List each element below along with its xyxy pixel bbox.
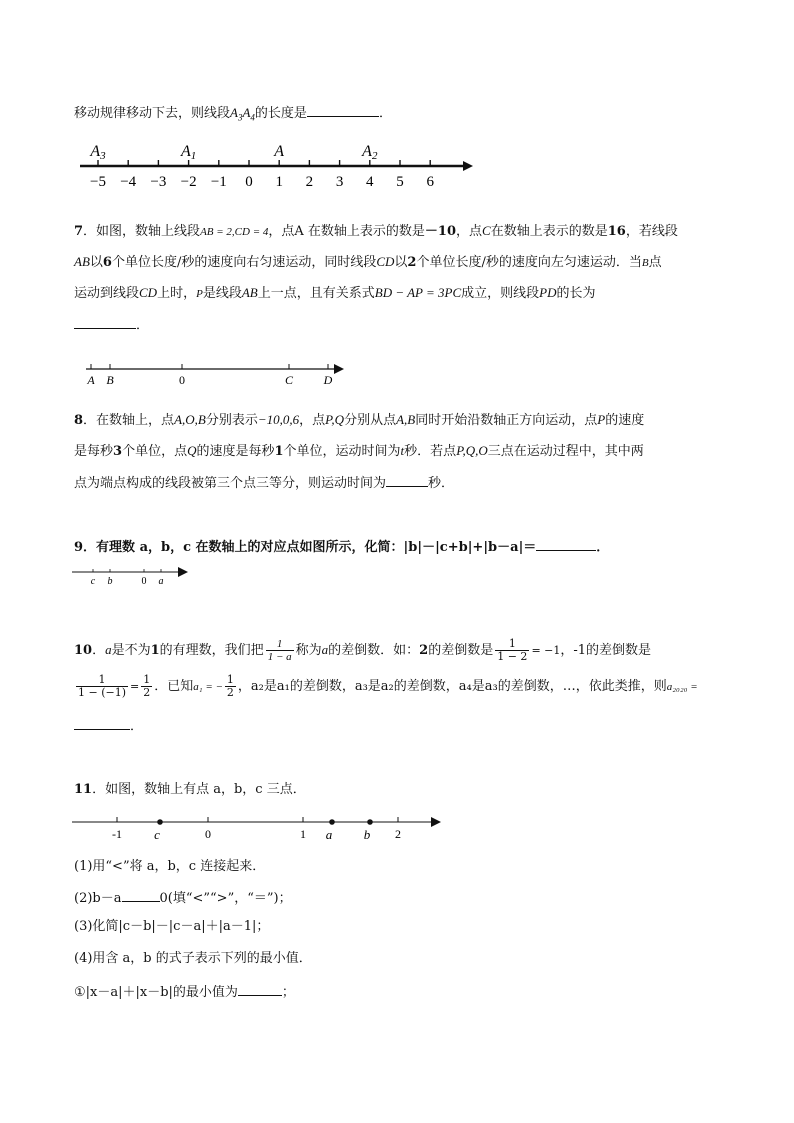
p10-l2b: ，a₂是a₁的差倒数，a₃是a₂的差倒数，a₄是a₃的差倒数，…，依此类推，则	[237, 679, 667, 694]
p7-l2c: 以	[394, 255, 408, 270]
p7-speed2: 2	[407, 255, 417, 270]
p11-point-label: c	[154, 827, 160, 842]
p7-l1b: ，点A 在数轴上表示的数是	[268, 224, 425, 239]
p6-tick-label: 2	[305, 174, 314, 190]
p9-line	[74, 537, 609, 557]
p7-relation: BD − AP = 3PC	[374, 285, 462, 300]
p10-line1	[74, 636, 651, 664]
p7-l1d: 在数轴上表示的数是	[490, 224, 608, 239]
p7-l3c: 是线段	[202, 286, 242, 301]
p11-q2b: 0(填“<”“>”，“＝”)；	[159, 891, 292, 906]
p11-point-dot	[329, 819, 335, 825]
p11-q2	[74, 888, 292, 908]
p7-l2e: 点	[648, 255, 662, 270]
p10-f3-res: =	[130, 680, 140, 693]
p9-axis-arrow	[178, 567, 188, 577]
p10-frac4-num: 1	[226, 673, 234, 686]
p6-tick-label: 6	[426, 174, 434, 190]
p7-c-pt: C	[482, 223, 491, 238]
p7-number: 7	[74, 224, 84, 239]
p10-l1g: ，-1的差倒数是	[560, 643, 652, 658]
p11-tick-label: 0	[205, 827, 211, 841]
p10-a: a	[105, 642, 112, 657]
p11-q4: (4)用含 a，b 的式子表示下列的最小值．	[74, 951, 312, 966]
p7-l1c: ，点	[456, 224, 483, 239]
p6-tick-label: 1	[275, 174, 283, 190]
p11-point-dot	[367, 819, 373, 825]
p7-l3a: 运动到线段	[74, 286, 140, 301]
p11-q4-1	[74, 982, 295, 1002]
seg-a3-letter: A	[230, 105, 238, 120]
seg-a4-sub: 4	[250, 112, 255, 123]
p6-axis-arrow	[463, 161, 473, 171]
p8-one: 1	[274, 444, 284, 459]
p11-q41a: ①|x－a|＋|x－b|的最小值为	[74, 985, 238, 1000]
p9-period: ．	[596, 540, 610, 555]
p9-answer-blank[interactable]	[536, 537, 596, 551]
p8-answer-blank[interactable]	[386, 473, 428, 487]
p10-line2	[74, 672, 698, 702]
p6-tick-label: 0	[245, 174, 253, 190]
p8-l1d: 分别从点	[344, 413, 397, 428]
p6-point-sub: 1	[190, 150, 197, 162]
p7-line4: ．	[74, 315, 149, 335]
p7-seg-ab: AB	[74, 254, 90, 269]
p8-l2d: 个单位，运动时间为	[283, 444, 401, 459]
p8-l2c: 的速度是每秒	[196, 444, 275, 459]
p6-tick-label: 4	[366, 174, 374, 190]
p8-vals: −10,0,6	[257, 412, 300, 427]
p10-f2-res: = −1	[531, 644, 561, 657]
p6-point-label: A2	[362, 143, 378, 162]
p10-l1f: 的差倒数是	[428, 643, 494, 658]
p11-q41b: ；	[281, 985, 295, 1000]
p7-l1e: ，若线段	[625, 224, 678, 239]
p6-tick-label: 5	[396, 174, 404, 190]
p6-point-sub: 3	[100, 150, 106, 162]
p7-l3e: 成立，则线段	[461, 286, 540, 301]
p11-axis-arrow	[431, 817, 441, 827]
p7-axis-label: B	[106, 373, 114, 387]
p10-period: ．	[130, 719, 144, 734]
p8-l1e: 同时开始沿数轴正方向运动，点	[415, 413, 598, 428]
p8-line2	[74, 442, 644, 461]
p8-q: Q	[187, 443, 197, 458]
p6-tick-label: −1	[210, 174, 227, 190]
p11-point-label: a	[325, 827, 333, 842]
p8-l1b: 分别表示	[205, 413, 258, 428]
p9-text: ．有理数 a，b，c 在数轴上的对应点如图所示，化简：|b|－|c+b|+|b－a|＝	[83, 540, 537, 555]
p8-pqo: P,Q,O	[456, 443, 488, 458]
p6-point-label: A1	[180, 143, 197, 162]
p8-t: t	[400, 443, 405, 458]
p7-axis-arrow	[334, 364, 344, 374]
p10-frac1-num: 1	[266, 638, 294, 651]
p10-answer-blank[interactable]	[74, 716, 130, 730]
p7-l3f: 的长为	[556, 286, 596, 301]
p8-pq: P,Q	[325, 412, 345, 427]
p7-l2d: 个单位长度/秒的速度向左匀速运动．当	[416, 255, 642, 270]
p6-tail-end: 的长度是	[254, 106, 307, 121]
p8-line3	[74, 473, 454, 493]
p6-tick-label: −2	[180, 174, 197, 190]
p11-q2-blank[interactable]	[122, 888, 160, 902]
p9-axis-label: c	[90, 576, 96, 587]
p8-l1f: 的速度	[605, 413, 645, 428]
p10-a1eq: a₁ = −	[193, 681, 223, 693]
p10-frac3	[76, 674, 128, 699]
p8-l2a: 是每秒	[74, 444, 114, 459]
p7-line1	[74, 222, 678, 241]
p7-val-a: －10	[424, 224, 457, 239]
p7-cond: AB = 2,CD = 4	[200, 226, 269, 238]
p7-l2a: 以	[89, 255, 103, 270]
seg-a3	[230, 105, 255, 123]
p11-intro-text: ．如图，数轴上有点 a，b，c 三点．	[92, 782, 306, 797]
p8-pts: A,O,B	[174, 412, 206, 427]
p10-frac4-den: 2	[226, 686, 234, 699]
seg-a3-sub: 3	[237, 112, 243, 123]
p6-period: ．	[378, 106, 392, 121]
p8-number: 8	[74, 413, 84, 428]
p10-one: 1	[150, 643, 160, 658]
p7-l3-seg3: PD	[539, 285, 557, 300]
p10-number: 10	[74, 643, 93, 658]
p6-tail-text: 移动规律移动下去，则线段	[74, 106, 231, 121]
p9-axis-label: b	[107, 576, 113, 587]
p11-number: 11	[74, 782, 93, 797]
p10-frac3b	[141, 674, 152, 699]
p6-number-line	[80, 140, 480, 195]
p6-tick-label: −3	[150, 174, 167, 190]
p10-a2020: a₂₀₂₀ =	[666, 681, 698, 693]
p9-axis-label: a	[158, 576, 164, 587]
p6-point-sub: 2	[371, 150, 378, 162]
p8-ab: A,B	[396, 412, 416, 427]
p11-point-label: b	[363, 827, 371, 842]
p10-frac4	[225, 674, 236, 699]
p11-tick-label: 2	[395, 827, 401, 841]
p8-p: P	[597, 412, 606, 427]
p7-l3d: 上一点，且有关系式	[257, 286, 375, 301]
p11-intro	[74, 781, 306, 799]
p10-frac3-den: 1 − (−1)	[78, 686, 127, 699]
p6-tick-label: −4	[120, 174, 137, 190]
p7-number-line	[86, 360, 356, 390]
p8-l2e: 秒．若点	[404, 444, 457, 459]
p6-tick-label: 3	[335, 174, 344, 190]
p9-axis-label: 0	[141, 576, 147, 587]
p11-tick-label: -1	[112, 827, 122, 841]
p7-l3-seg: CD	[139, 285, 158, 300]
p10-frac3b-num: 1	[143, 673, 151, 686]
p6-tail-line	[74, 103, 392, 127]
p10-frac2-den: 1 − 2	[497, 650, 528, 663]
p7-answer-blank[interactable]	[74, 315, 136, 329]
p11-number-line	[72, 812, 452, 842]
p10-frac1-den: 1 − a	[267, 651, 292, 663]
p7-axis-label: A	[87, 373, 95, 387]
p9-number-line	[72, 566, 192, 590]
p11-q2a: (2)b－a	[74, 891, 122, 906]
p6-tick-label: −5	[90, 174, 106, 190]
p10-frac3b-den: 2	[143, 686, 151, 699]
p7-axis-label: C	[284, 373, 294, 387]
p7-l3-seg2: AB	[241, 285, 258, 300]
p7-line3	[74, 284, 596, 303]
p7-l3b: 上时，	[157, 286, 197, 301]
p7-line2	[74, 253, 662, 272]
p11-q1: (1)用“<”将 a，b，c 连接起来．	[74, 859, 266, 874]
p10-l1b: 是不为	[111, 643, 151, 658]
p7-b-pt: B	[641, 257, 649, 269]
p11-q4-1-blank[interactable]	[238, 982, 282, 996]
p8-l1a: ．在数轴上，点	[83, 413, 175, 428]
p8-l1c: ，点	[299, 413, 326, 428]
p8-l3a: 点为端点构成的线段被第三个点三等分，则运动时间为	[74, 476, 387, 491]
p8-three: 3	[113, 444, 123, 459]
p10-a2: a	[321, 642, 329, 657]
p6-point-label: A3	[90, 143, 106, 162]
p10-line3	[74, 716, 143, 736]
p7-speed1: 6	[102, 255, 112, 270]
p11-point-dot	[157, 819, 163, 825]
p7-l2b: 个单位长度/秒的速度向右匀速运动，同时线段	[111, 255, 377, 270]
p6-answer-blank[interactable]	[307, 103, 379, 117]
p7-l1a: ．如图，数轴上线段	[83, 224, 201, 239]
p7-axis-label: D	[323, 373, 333, 387]
p11-q3: (3)化简|c－b|－|c－a|＋|a－1|；	[74, 919, 270, 934]
p10-l1c: 的有理数，我们把	[159, 643, 264, 658]
p10-l1e: 的差倒数．如：	[328, 643, 420, 658]
seg-a4-letter: A	[242, 105, 251, 120]
p7-p: P	[196, 288, 203, 300]
p10-frac2-num: 1	[495, 638, 529, 651]
p10-l1d: 称为	[295, 643, 322, 658]
p6-point-label: A	[274, 143, 285, 160]
p8-l2b: 个单位，点	[122, 444, 188, 459]
p11-tick-label: 1	[300, 827, 306, 841]
p10-frac1	[266, 638, 294, 663]
p10-frac3-num: 1	[76, 674, 128, 687]
p7-axis-label: 0	[179, 373, 185, 387]
p7-val-c: 16	[607, 224, 626, 239]
p10-l2a: ．已知	[154, 679, 194, 694]
p7-seg-cd: CD	[376, 254, 395, 269]
p10-l1a: ．	[92, 643, 106, 658]
p8-line1	[74, 411, 644, 430]
p8-l2f: 三点在运动过程中，其中两	[487, 444, 644, 459]
p10-frac2	[495, 638, 529, 663]
p8-l3b: 秒．	[428, 476, 455, 491]
p9-number: 9	[74, 540, 84, 555]
p10-two: 2	[419, 643, 429, 658]
